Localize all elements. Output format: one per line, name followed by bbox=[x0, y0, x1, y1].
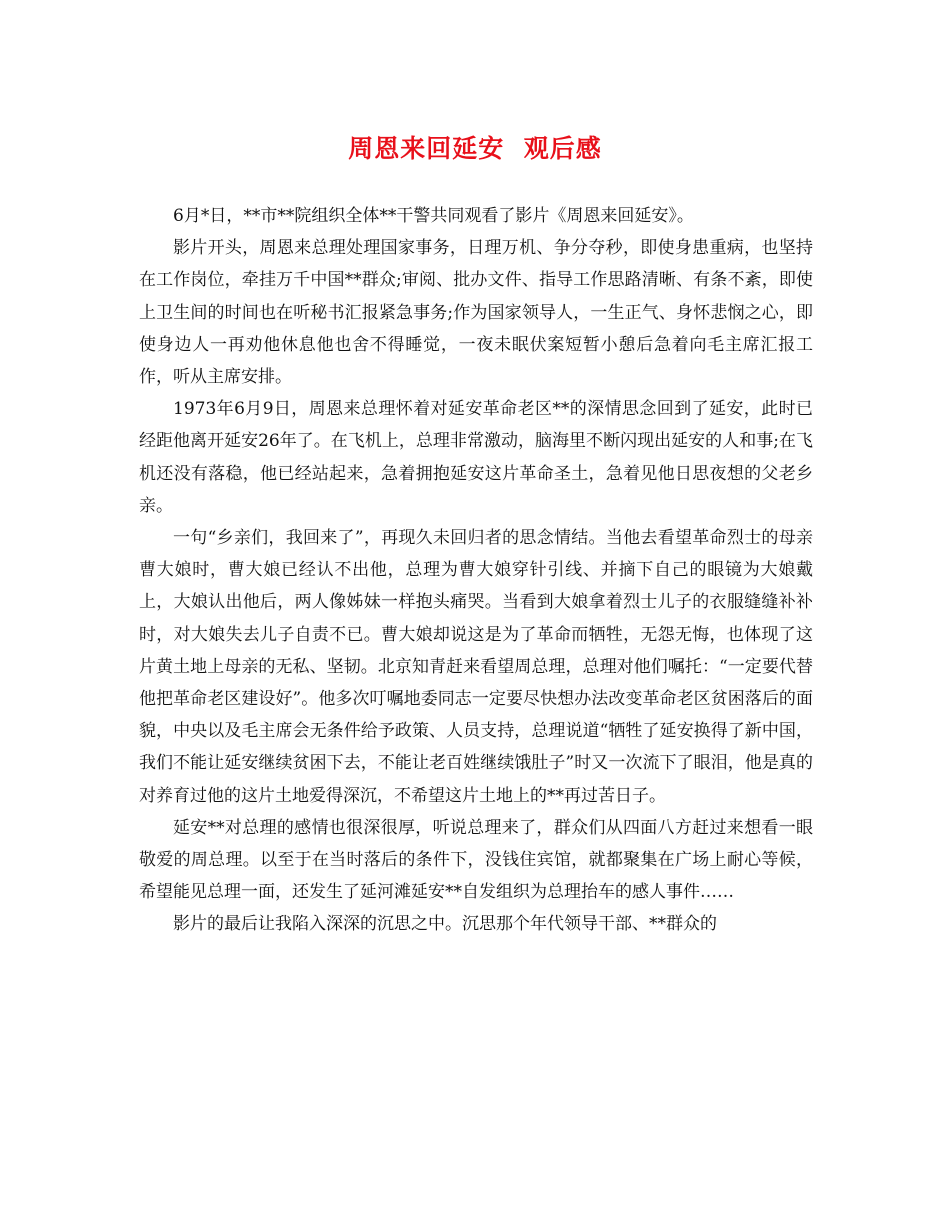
document-title: 周恩来回延安 观后感 bbox=[348, 134, 602, 163]
paragraph: 1973年6月9日，周恩来总理怀着对延安革命老区**的深情思念回到了延安，此时已经距他离开延安26年了。在飞机上，总理非常激动，脑海里不断闪现出延安的人和事;在飞机还没有落稳，他已经站起来，急着拥抱延安这片革命圣土，急着见他日思夜想的父老乡亲。 bbox=[139, 399, 813, 516]
paragraph: 延安**对总理的感情也很深很厚，听说总理来了，群众们从四面八方赶过来想看一眼敬爱的周总理。以至于在当时落后的条件下，没钱住宾馆，就都聚集在广场上耐心等候，希望能见总理一面，还发生了延河滩延安**自发组织为总理抬车的感人事件…… bbox=[139, 817, 813, 903]
paragraph: 影片开头，周恩来总理处理国家事务，日理万机、争分夺秒，即使身患重病，也坚持在工作岗位，牵挂万千中国**群众;审阅、批办文件、指导工作思路清晰、有条不紊，即使上卫生间的时间也在听秘书汇报紧急事务;作为国家领导人，一生正气、身怀悲悯之心，即使身边人一再劝他休息他也舍不得睡觉，一夜未眠伏案短暂小憩后急着向毛主席汇报工作，听从主席安排。 bbox=[139, 238, 813, 388]
paragraph: 影片的最后让我陷入深深的沉思之中。沉思那个年代领导干部、**群众的 bbox=[173, 914, 717, 935]
paragraph: 6月*日，**市**院组织全体**干警共同观看了影片《周恩来回延安》。 bbox=[173, 206, 694, 226]
paragraph: 一句“乡亲们，我回来了”，再现久未回归者的思念情结。当他去看望革命烈士的母亲曹大娘时，曹大娘已经认不出他，总理为曹大娘穿针引线、并摘下自己的眼镜为大娘戴上，大娘认出他后，两人像姊妹一样抱头痛哭。当看到大娘拿着烈士儿子的衣服缝缝补补时，对大娘失去儿子自责不已。曹大娘却说这是为了革命而牺牲，无怨无悔，也体现了这片黄土地上母亲的无私、坚韧。北京知青赶来看望周总理，总理对他们嘱托：“一定要代替他把革命老区建设好”。他多次叮嘱地委同志一定要尽快想办法改变革命老区贫困落后的面貌，中央以及毛主席会无条件给予政策、人员支持，总理说道“牺牲了延安换得了新中国，我们不能让延安继续贫困下去，不能让老百姓继续饿肚子”时又一次流下了眼泪，他是真的对养育过他的这片土地爱得深沉，不希望这片土地上的**再过苦日子。 bbox=[139, 528, 813, 806]
document-body bbox=[139, 200, 813, 941]
